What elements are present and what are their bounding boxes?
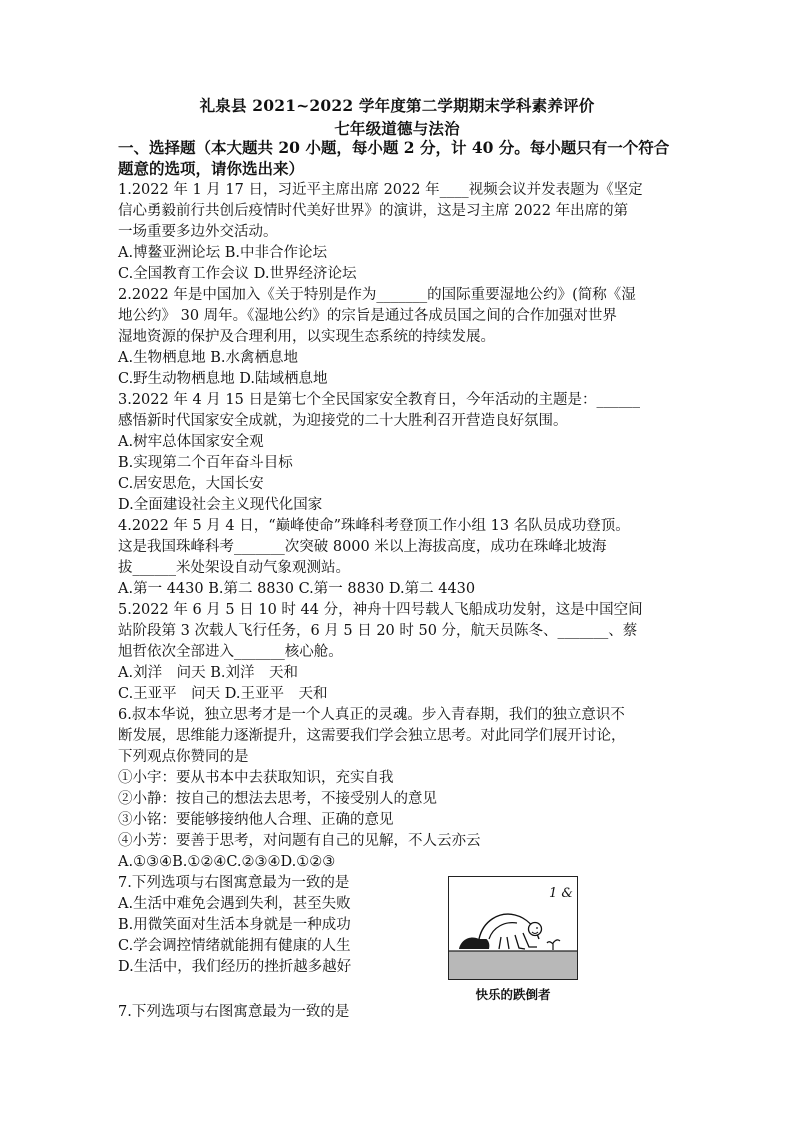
question-4-stem-2: 这是我国珠峰科考_______次突破 8000 米以上海拔高度，成功在珠峰北坡海 <box>118 539 607 555</box>
question-6-stem-3: 下列观点你赞同的是 <box>118 749 249 765</box>
question-1-option-line-1: A.博鳌亚洲论坛 B.中非合作论坛 <box>118 245 327 261</box>
question-3-option-b: B.实现第二个百年奋斗目标 <box>118 455 293 471</box>
question-3-option-a: A.树牢总体国家安全观 <box>118 434 264 450</box>
question-7-stem-repeat: 7.下列选项与右图寓意最为一致的是 <box>118 1004 350 1020</box>
question-6-choices: A.①③④B.①②④C.②③④D.①②③ <box>118 854 336 870</box>
dark-blob <box>459 937 489 949</box>
figure-signature: 1 & <box>549 886 573 901</box>
question-7-option-b: B.用微笑面对生活本身就是一种成功 <box>118 917 351 933</box>
question-3-option-c: C.居安思危，大国长安 <box>118 476 264 492</box>
question-5-option-line-2: C.王亚平 问天 D.王亚平 天和 <box>118 686 328 702</box>
question-2-stem-3: 湿地资源的保护及合理利用，以实现生态系统的持续发展。 <box>118 329 495 345</box>
question-3-stem-2: 感悟新时代国家安全成就，为迎接党的二十大胜利召开营造良好氛围。 <box>118 413 568 429</box>
question-7-option-c: C.学会调控情绪就能拥有健康的人生 <box>118 938 351 954</box>
question-7-stem-1: 7.下列选项与右图寓意最为一致的是 <box>118 875 350 891</box>
question-6-opinion-3: ③小铭：要能够接纳他人合理、正确的意见 <box>118 812 394 828</box>
question-5-option-line-1: A.刘洋 问天 B.刘洋 天和 <box>118 665 298 681</box>
question-6-stem-1: 6.叔本华说，独立思考才是一个人真正的灵魂。步入青春期，我们的独立意识不 <box>118 707 625 723</box>
document-title: 礼泉县 2021~2022 学年度第二学期期末学科素养评价 <box>199 96 595 115</box>
question-7-option-d: D.生活中，我们经历的挫折越多越好 <box>118 959 352 975</box>
question-5-stem-2: 站阶段第 3 次载人飞行任务，6 月 5 日 20 时 50 分，航天员陈冬、_______、蔡 <box>118 623 638 639</box>
question-7-option-a: A.生活中难免会遇到失利，甚至失败 <box>118 896 351 912</box>
question-5-stem-3: 旭哲依次全部进入_______核心舱。 <box>118 644 343 660</box>
question-3-option-d: D.全面建设社会主义现代化国家 <box>118 497 323 513</box>
question-1-stem-2: 信心勇毅前行共创后疫情时代美好世界》的演讲，这是习主席 2022 年出席的第 <box>118 203 629 219</box>
question-3-stem-1: 3.2022 年 4 月 15 日是第七个全民国家安全教育日，今年活动的主题是：______ <box>118 392 640 408</box>
question-4-option-line: A.第一 4430 B.第二 8830 C.第一 8830 D.第二 4430 <box>118 581 476 597</box>
cartoon-figure <box>448 876 578 980</box>
question-2-stem-1: 2.2022 年是中国加入《关于特别是作为_______的国际重要湿地公约》(简称《湿 <box>118 287 636 303</box>
section-heading-line-2: 题意的选项，请你选出来） <box>118 159 305 178</box>
sprout <box>547 940 560 950</box>
question-6-opinion-1: ①小宇：要从书本中去获取知识，充实自我 <box>118 770 394 786</box>
question-4-stem-1: 4.2022 年 5 月 4 日，“巅峰使命”珠峰科考登顶工作小组 13 名队员成功登顶。 <box>118 518 630 534</box>
question-2-option-line-2: C.野生动物栖息地 D.陆域栖息地 <box>118 371 328 387</box>
document-subtitle: 七年级道德与法治 <box>334 119 460 138</box>
question-6-stem-2: 断发展，思维能力逐渐提升，这需要我们学会独立思考。对此同学们展开讨论， <box>118 728 626 744</box>
question-6-opinion-2: ②小静：按自己的想法去思考，不接受别人的意见 <box>118 791 437 807</box>
question-2-option-line-1: A.生物栖息地 B.水禽栖息地 <box>118 350 298 366</box>
question-6-opinion-4: ④小芳：要善于思考，对问题有自己的见解，不人云亦云 <box>118 833 481 849</box>
ground-shading <box>449 951 577 979</box>
question-1-stem-1: 1.2022 年 1 月 17 日，习近平主席出席 2022 年____视频会议并发表题为《坚定 <box>118 182 643 198</box>
question-2-stem-2: 地公约》 30 周年。《湿地公约》的宗旨是通过各成员国之间的合作加强对世界 <box>118 308 617 324</box>
section-heading-line-1: 一、选择题（本大题共 20 小题，每小题 2 分，计 40 分。每小题只有一个符合 <box>118 138 670 157</box>
question-4-stem-3: 拔______米处架设自动气象观测站。 <box>118 560 350 576</box>
cartoon-happy-faller-icon <box>449 877 577 979</box>
question-5-stem-1: 5.2022 年 6 月 5 日 10 时 44 分，神舟十四号载人飞船成功发射，这是中国空间 <box>118 602 643 618</box>
figure-caption: 快乐的跌倒者 <box>475 987 551 1002</box>
question-1-option-line-2: C.全国教育工作会议 D.世界经济论坛 <box>118 266 357 282</box>
question-1-stem-3: 一场重要多边外交活动。 <box>118 224 278 240</box>
